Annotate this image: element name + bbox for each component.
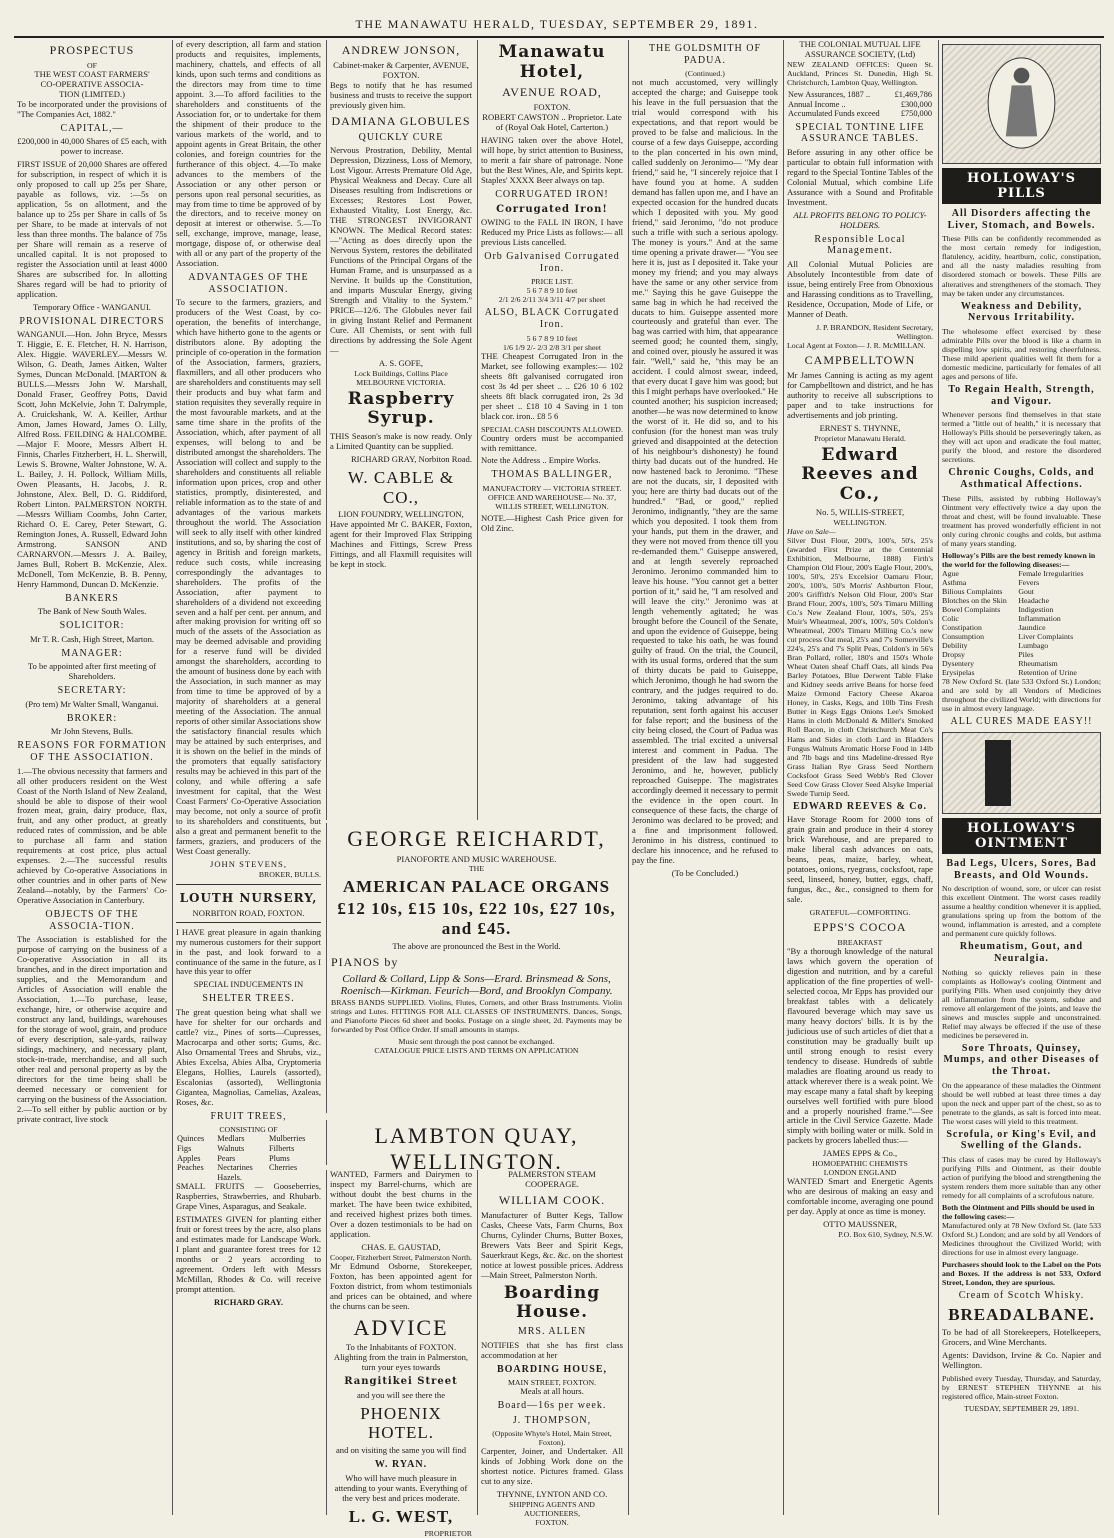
tontine-text: Before assuring in any other office be particular to obtain full information with regard to the Special Tontine Tables of the Colonial Mutual, which combine Life Assurance with a Sound and Profitable Investment. — [787, 147, 933, 207]
objects-continued: of every description, all farm and station products and requisites, implements, machinery, chattels, and effects of all kinds, upon such terms and conditions as the directors may from time to time appoint. 3.—To afford facilities to the shareholders and constituents of the Association for, or to undertake for them the shipment of their produce to the various markets of the world, and to appoint agents in Great Britain, the other colonies, and foreign countries for the furtherance of this object. 4.—To make advances to the members of the Association or any other person or persons upon real personal securities, as may from time to time be approved of by the directors, and to receive money on deposit at interest or otherwise. 5.—To sell, exchange, improve, manage, lease, mortgage, dispose of, or otherwise deal with all or any part of the property of the Association. — [176, 39, 321, 269]
raspberry-text: THIS Season's make is now ready. Only a Limited Quantity can be supplied. — [330, 431, 472, 452]
brandon-signature: J. P. BRANDON, Resident Secretary, Wellington. — [816, 322, 933, 341]
list-item: Indigestion — [1018, 604, 1054, 614]
purchasers-note: Purchasers should look to the Label on the Pots and Boxes. If the address is not 533, Oxford Street, London, they are spurious. — [942, 1260, 1101, 1288]
reeves-town: WELLINGTON. — [833, 517, 887, 527]
hotel-town: FOXTON. — [533, 102, 571, 113]
local-agent: Local Agent at Foxton— J. R. McMILLAN. — [787, 340, 926, 350]
disease-list — [942, 569, 1101, 677]
thynne-firm: THYNNE, LYNTON AND CO. — [496, 1489, 608, 1500]
advice-heading: ADVICE — [353, 1314, 449, 1340]
advantages-heading: ADVANTAGES OF THE ASSOCIATION. — [188, 272, 309, 295]
cream-heading: Cream of Scotch Whisky. — [958, 1290, 1085, 1302]
prospectus-signature: JOHN STEVENS, — [210, 858, 287, 869]
both-label: Both the Ointment and Pills should be used in the following cases:— — [942, 1203, 1095, 1222]
shipping-agents: SHIPPING AGENTS AND AUCTIONEERS, — [509, 1500, 595, 1519]
holloway-text-4: These Pills, assisted by rubbing Holloway's Ointment very effectively twice a day upon the throat and chest, will be found invaluable. These treatment has proved wonderfully efficient in not only curing chronic coughs and colds, but asthma of many years standing. — [942, 493, 1101, 548]
holloway-text-1: These Pills can be confidently recommended as the most certain remedy for indigestion, flatulency, acidity, heartburn, colic, constipation, and all the nasty maladies resulting from disordered stomach or bowels. These Pills are alteratives and strengtheners of the stomach. They may be taken under any circumstances. — [942, 234, 1101, 298]
maussner-name: OTTO MAUSSNER, — [823, 1219, 897, 1230]
allen-name: MRS. ALLEN — [517, 1326, 587, 1338]
gofe-name: A. S. GOFE, — [378, 357, 424, 368]
org-name-2: CO-OPERATIVE ASSOCIA- — [40, 78, 144, 89]
epps-heading: EPPS'S COCOA — [813, 920, 907, 935]
churns-text: WANTED, Farmers and Dairymen to inspect my Barrel-churns, which are without doubt the best churns in the market. The have been twice exhibited, and received highest prizes both times. Over a dozen testimonials to be had on application. — [330, 1169, 472, 1239]
table-row: Apples Pears Plums — [177, 1153, 290, 1163]
shelter-text: The great question being what shall we have for shelter for our orchards and cattle? viz., Pines of sorts—Cupresses, Macrocarpa and other sorts; Gums, &c. Also Ornamental Trees and Shrubs, viz., Abies Excelsa, Abies Alba, Cryptomeria Elegans, Hollies, Laurels (assorted), Escalonias (assorted), Wellingtonia Gigantea, Magnolias, Camelias, Azaleas, Roses, &c. — [176, 1007, 321, 1107]
ointment-engraving — [942, 732, 1101, 814]
organs-heading: AMERICAN PALACE ORGANS — [342, 876, 611, 896]
reeves-storage-heading: EDWARD REEVES & Co. — [792, 800, 927, 812]
thompson-address: (Opposite Whyte's Hotel, Main Street, Foxton). — [492, 1429, 612, 1448]
catalogue-note: CATALOGUE PRICE LISTS AND TERMS ON APPLICATION — [374, 1046, 579, 1056]
campbelltown-text: Mr James Canning is acting as my agent for Campbelltown and district, and he has authority to receive all subscriptions to paper and to take instructions for advertisements and job printing. — [787, 369, 933, 420]
cooperage-heading: PALMERSTON STEAM COOPERAGE. — [508, 1169, 596, 1189]
shipping-town: FOXTON. — [535, 1518, 569, 1528]
table-row: Quinces Medlars Mulberries — [177, 1134, 306, 1144]
solicitor-heading: SOLICITOR: — [59, 620, 125, 632]
prospectus-of: OF — [87, 60, 97, 70]
manager-text: To be appointed after first meeting of Shareholders. — [27, 661, 157, 682]
raspberry-signature: RICHARD GRAY, Norbiton Road. — [350, 454, 472, 464]
list-item: Female Irregularities — [1018, 568, 1084, 578]
list-item: Inflammation — [1018, 613, 1061, 623]
epps-signature-2: HOMOEPATHIC CHEMISTS — [812, 1159, 908, 1169]
reeves-storage-text: Have Storage Room for 2000 tons of grain grain and produce in their 4 storey brick Warehouse, and are prepared to make liberal cash advances on oats, beans, peas, maize, barley, wheat, potatoes, onions, ryegrass, cocksfoot, rape seed, linseed, honey, butter, eggs, chaff, fungus, &c., &c., consigned to them for sale. — [787, 814, 933, 905]
column-4-lower — [477, 1169, 626, 1528]
grateful-label: GRATEFUL—COMFORTING. — [809, 908, 911, 918]
sore-throats-heading: Sore Throats, Quinsey, Mumps, and other Diseases of the Throat. — [943, 1042, 1100, 1077]
thompson-name: J. THOMPSON, — [512, 1414, 592, 1426]
masthead: THE MANAWATU HERALD, TUESDAY, SEPTEMBER 29, 1891. — [355, 17, 759, 31]
org-name-1: THE WEST COAST FARMERS' — [34, 68, 150, 79]
price-list-label: PRICE LIST. — [531, 277, 573, 287]
organs-best: The above are pronounced the Best in the World. — [392, 940, 561, 951]
reichardt-advert — [326, 823, 626, 1113]
story-to-be-concluded: (To be Concluded.) — [671, 867, 739, 878]
rheumatism-heading: Rheumatism, Gout, and Neuralgia. — [959, 941, 1084, 964]
table-row: Accumulated Funds exceed £750,000 — [788, 109, 932, 119]
list-item: Bilious Complaints — [942, 586, 1003, 596]
capital-heading: CAPITAL,— — [60, 122, 124, 134]
list-item: Fevers — [1018, 577, 1040, 587]
reasons-heading: REASONS FOR FORMATION OF THE ASSOCIATION. — [17, 740, 167, 763]
directors-heading: PROVISIONAL DIRECTORS — [19, 315, 165, 327]
list-item: Retention of Urine — [1018, 668, 1077, 678]
ryan-name: W. RYAN. — [374, 1459, 428, 1471]
raspberry-heading: Raspberry Syrup. — [347, 388, 455, 429]
broker-heading: BROKER: — [66, 712, 118, 724]
objects-text: The Association is established for the purpose of carrying on the business of a Co-operative Association in all its branches, and in the direct importation and supplies, and the Memorandum and Articles of Association will enable the Association, 1.—To purchase, lease, exchange, hire, or otherwise acquire and construct any land, buildings, warehouses for the storage of wool, grain, and produce of every description, sale-yards, railway sidings, machinery, and necessary plant, stock-in-trade, merchandise, and all such other real and personal property as by the directors for the time being shall be deemed necessary or convenient for carrying on the business of the Association. 2.—To sell either by public auction or by private contract, live stock — [17, 934, 167, 1124]
reeves-address: No. 5, WILLIS-STREET, — [815, 506, 905, 517]
column-4 — [477, 40, 626, 820]
list-item: Rheumatism — [1018, 659, 1058, 669]
list-item: Ague — [942, 568, 959, 578]
secretary-text: (Pro tem) Mr Walter Small, Wanganui. — [25, 698, 159, 709]
discount-text: SPECIAL CASH DISCOUNTS ALLOWED. — [481, 424, 623, 434]
holloway-text-8: This class of cases may be cured by Holloway's purifying Pills and Ointment, as their double action of purifying the blood and strengthening the system renders them more suitable than any other remedy for all complaints of a scrofulous nature. — [942, 1154, 1101, 1201]
table-row: Figs Walnuts Filberts — [177, 1143, 295, 1153]
holloway-pills-engraving — [942, 44, 1101, 164]
list-item: Bowel Complaints — [942, 604, 1001, 614]
cream-text: To be had of all Storekeepers, Hotelkeepers, Grocers, and Wine Merchants. — [942, 1326, 1101, 1347]
chronic-heading: Chronic Coughs, Colds, and Asthmatical Affections. — [948, 467, 1095, 490]
fruit-trees-sub: CONSISTING OF — [219, 1125, 278, 1135]
maussner-address: P.O. Box 610, Sydney, N.S.W. — [838, 1230, 933, 1240]
music-note: Music sent through the post cannot be exchanged. — [398, 1037, 555, 1047]
assurance-table — [787, 90, 933, 119]
list-item: Jaundice — [1018, 622, 1046, 632]
column-3-lower — [326, 1169, 475, 1538]
iron-text: OWING to the FALL IN IRON, I have Reduced my Price Lists as follows:— all previous Lists cancelled. — [481, 217, 623, 248]
table-row: Hazels. — [217, 1172, 242, 1182]
cable-text: Have appointed Mr C. BAKER, Foxton, agent for their Improved Flax Stripping Machines and Fittings, Screw Press Fittings, and all Flaxmill requisites will be kept in stock. — [330, 519, 472, 570]
cheapest-text: THE Cheapest Corrugated Iron in the Market, see following examples:— 102 sheets 8ft galvanised corrugated iron cost 3s 4d per sheet .. .. £26 10 6 102 sheets 8ft black corrugated iron, 2s 3d per sheet .. £18 10 4 Saving in 1 ton black cor. iron.. £8 5 6 — [481, 350, 623, 421]
osborne-text: Mr Edmund Osborne, Storekeeper, Foxton, has been appointed agent for Foxton district, from whom testimonials and prices can be obtained, and where the churns can be seen. — [330, 1260, 472, 1311]
hygeia-figure-icon — [943, 45, 1100, 163]
special-inducements: SPECIAL INDUCEMENTS IN — [193, 979, 304, 990]
column-1 — [14, 40, 170, 1515]
all-cures-heading: ALL CURES MADE EASY!! — [950, 716, 1093, 728]
manager-heading: MANAGER: — [61, 647, 123, 659]
hotel-road: AVENUE ROAD, — [502, 85, 602, 100]
black-prices-row: 1/6 1/9 2/- 2/3 2/8 3/1 per sheet — [502, 342, 602, 352]
list-item: Gout — [1018, 586, 1034, 596]
louth-nursery-heading: LOUTH NURSERY, — [179, 890, 318, 905]
scrofula-heading: Scrofula, or King's Evil, and Swelling of the Glands. — [946, 1128, 1097, 1152]
damiana-sub: QUICKLY CURE — [358, 131, 444, 143]
allen-text: NOTIFIES that she has first class accommodation at her — [481, 1339, 623, 1360]
gofe-address: Lock Buildings, Collins Place MELBOURNE VICTORIA. — [354, 368, 448, 387]
list-item: Dysentery — [942, 659, 975, 669]
regain-heading: To Regain Health, Strength, and Vigour. — [948, 383, 1095, 407]
colonial-heading: THE COLONIAL MUTUAL LIFE ASSURANCE SOCIETY, (Ltd) — [799, 39, 921, 59]
secretary-heading: SECRETARY: — [57, 685, 127, 697]
column-5 — [628, 40, 781, 1515]
galv-prices-row: 2/1 2/6 2/11 3/4 3/11 4/7 per sheet — [498, 295, 606, 305]
gaustad-address: Cooper, Fitzherbert Street, Palmerston North. — [330, 1252, 472, 1262]
prospectus-title: PROSPECTUS — [49, 43, 135, 57]
advice-sub: To the Inhabitants of FOXTON. — [345, 1342, 457, 1353]
hotel-proprietor: ROBERT CAWSTON .. Proprietor. Late of (Royal Oak Hotel, Carterton.) — [482, 112, 622, 133]
list-item: Consumption — [942, 631, 985, 641]
iron-sub: Corrugated Iron! — [496, 203, 608, 215]
gaustad-name: CHAS. E. GAUSTAD, — [361, 1241, 441, 1252]
list-item: Colic — [942, 613, 959, 623]
jonson-sub: Cabinet-maker & Carpenter, AVENUE, FOXTON. — [333, 59, 469, 80]
holloway-address-2: Manufactured only at 78 New Oxford St. (late 533 Oxford St.) London; and are sold by all Vendors of Medicines throughout the Civilized World; with directions for use in almost every language. — [942, 1221, 1101, 1258]
meals-text: Meals at all hours. — [520, 1386, 584, 1397]
capital-text: £200,000 in 40,000 Shares of £5 each, with power to increase. — [17, 136, 167, 157]
ballinger-address: MANUFACTORY — VICTORIA STREET. OFFICE AND WAREHOUSE— No. 37, WILLIS STREET, WELLINGTON. — [482, 484, 622, 512]
shelter-trees: SHELTER TREES. — [202, 993, 295, 1005]
imprint-date: TUESDAY, SEPTEMBER 29, 1891. — [964, 1403, 1079, 1413]
hotel-text: HAVING taken over the above Hotel, will hope, by strict attention to Business, to merit a fair share of patronage. None but the Best Wines, Ale, and Spirits kept. Staples' XXXX Beer always on tap. — [481, 135, 623, 186]
epps-text: "By a thorough knowledge of the natural laws which govern the operation of digestion and nutrition, and by a careful application of the fine properties of well-selected cocoa, Mr Epps has provided our breakfast tables with a delicately flavoured beverage which may save us many heavy doctors' bills. It is by the judicious use of such articles of diet that a constitution may be gradually built up until strong enough to resist every tendency to disease. Hundreds of subtle maladies are floating around us ready to attack wherever there is a weak point. We may escape many a fatal shaft by keeping ourselves well fortified with pure blood and a properly nourished frame."—See article in the Civil Service Gazette. Made simply with boiling water or milk. Sold in packets by grocers labelled thus:— — [787, 946, 933, 1146]
org-name-3: TION (LIMITED.) — [59, 88, 125, 99]
whisky-agents: Agents: Davidson, Irvine & Co. Napier and Wellington. — [942, 1349, 1101, 1370]
directors-text: WANGANUI.—Hon. John Bryce, Messrs T. Higgie, E. E. Fletcher, H. N. Harrison, Alex. Higgie. WAVERLEY.—Messrs W. Wilson, G. Death, James Aitken, Walter Symes, Duncan McDonald. [MARTON & BULLS.—Messrs John W. Marshall, Donald Fraser, Geoffrey Potts, David Scott, John McKelvie, John T. Dalrymple, A. Cruickshank, W. A. Keiller, Arthur Amon, James Howard, James O. Lilly, Alfred Ross. FEILDING & HALCOMBE.—Major F. Moore, Messrs Albert H. Finnis, Charles Fitzherbert, H. L. Sherwill, Lewis S. Browne, Walter Johnstone, W. A. L. Bailey, J. H. Pollock, William Mills, Owen Pleasants, H. Jacobs, J. R. Johnstone, Alex. Bell, D. G. Riddiford, Robert Linton. PALMERSTON NORTH.—Messrs William Coombs, John Carter, Richard O. E. Carey, Peter Stewart, G. Remington Jones, A. Russell, Edward John Armstrong. SANSON AND CARNARVON.—Messrs J. A. Bailey, James Bull, Robert B. McKenzie, Alex. McDonell, Tom McKenzie, B. B. Penny, Henry Hammond, Duncan D. McKenzie. — [17, 329, 167, 589]
column-7 — [938, 40, 1104, 1515]
profits-heading: ALL PROFITS BELONG TO POLICY-HOLDERS. — [793, 209, 927, 230]
bad-legs-heading: Bad Legs, Ulcers, Sores, Bad Breasts, and Old Wounds. — [946, 858, 1097, 881]
hotel-heading: Manawatu Hotel, — [498, 42, 606, 82]
office-text: Temporary Office - WANGANUI. — [33, 301, 151, 312]
breadalbane-heading: BREADALBANE. — [948, 1304, 1095, 1324]
fruit-table — [176, 1134, 321, 1182]
list-item: Liver Complaints — [1018, 631, 1074, 641]
nursery-signature: RICHARD GRAY. — [213, 1297, 284, 1308]
west-name: L. G. WEST, — [348, 1506, 454, 1526]
thynne-signature: ERNEST S. THYNNE, — [819, 422, 901, 433]
epps-signature-3: LONDON ENGLAND — [823, 1168, 897, 1178]
advice-text-3: and on visiting the same you will find — [335, 1445, 467, 1456]
country-orders: Country orders must be accompanied with remittance. — [481, 432, 623, 453]
cook-text: Manufacturer of Butter Kegs, Tallow Casks, Cheese Vats, Farm Churns, Box Churns, Cylinder Churns, Butter Boxes, Brewers Vats Beer and Spirit Kegs, Sauerkraut Kegs, &c. &c. on the shortest notice at lowest possible prices. Address—Main Street, Palmerston North. — [481, 1209, 623, 1280]
board-price: Board—16s per week. — [497, 1400, 607, 1412]
story-continued: (Continued.) — [685, 69, 725, 79]
lambton-banner — [326, 1120, 626, 1174]
west-title: PROPRIETOR — [424, 1529, 472, 1538]
thynne-title: Proprietor Manawatu Herald. — [814, 433, 906, 443]
bankers-heading: BANKERS — [65, 592, 119, 604]
holloway-text-3: Whenever persons find themselves in that state termed a "little out of health," it is necessary that Holloway's Pills should be perseveringly taken, as they will act upon and eradicate the foul matter, purify the blood, and restore the disordered secretions. — [942, 410, 1101, 465]
objects-heading: OBJECTS OF THE ASSOCIA-TION. — [45, 909, 139, 932]
list-item: Dropsy — [942, 650, 965, 660]
masthead-rule — [14, 36, 1104, 38]
list-item: Piles — [1018, 650, 1034, 660]
tontine-heading: SPECIAL TONTINE LIFE ASSURANCE TABLES. — [795, 121, 925, 145]
imprint-text: Published every Tuesday, Thursday, and Saturday, by ERNEST STEPHEN THYNNE at his registered office, Main-street Foxton. — [942, 1373, 1101, 1401]
boarding-house-name: BOARDING HOUSE, — [496, 1363, 607, 1375]
liver-heading: All Disorders affecting the Liver, Stomach, and Bowels. — [947, 208, 1096, 231]
orb-heading: Orb Galvanised Corrugated Iron. — [484, 251, 620, 274]
piano-makers: Collard & Collard, Lipp & Sons—Erard. Brinsmead & Sons, Roenisch—Kirkman. Feurich—Bord, and Brooklyn Company. — [340, 972, 613, 998]
list-item: Headache — [1018, 595, 1050, 605]
black-lengths-row: 5 6 7 8 9 10 feet — [526, 333, 578, 343]
small-fruits-text: SMALL FRUITS — Gooseberries, Raspberries, Strawberries, and Rhubarb. Grape Vines, Asparagus, and Seakale. — [176, 1181, 321, 1212]
advice-text-4: Who will have much pleasure in attending to your wants. Everything of the very best and prices moderate. — [334, 1472, 468, 1503]
weakness-heading: Weakness and Debility, Nervous Irritability. — [960, 300, 1083, 324]
damiana-text: Nervous Prostration, Debility, Mental Depression, Dizziness, Loss of Memory, Lost Vigour. Arrests Premature Old Age, Physical Weakness and Decay. Cure all Diseases resulting from Indiscretions or Excesses; Restores Lost Power, Exhausted Vitality, Lost Energy, &c. THE STRONGEST INVIGORANT KNOWN. The Medical Record states:—"Acting as does directly upon the Nervous System, restores the debilitated Functions of the Principal Organs of the Human Frame, and is unsurpassed as a Nervine. It builds up the Constitution, and imparts Muscular Energy, giving Strength and Vitality to the System." PRICE—12/6. The Globules never fail in giving Instant Relief and Permanent Cure. All Chemists, or sent with full directions by addressing the Sole Agent— — [330, 145, 472, 355]
zinc-note: NOTE.—Highest Cash Price given for Old Zinc. — [481, 513, 623, 534]
responsible-heading: Responsible Local Management. — [814, 233, 906, 257]
list-item: Asthma — [942, 577, 967, 587]
list-item: Lumbago — [1018, 641, 1049, 650]
brass-text: BRASS BANDS SUPPLIED. Violins, Flutes, Cornets, and other Brass Instruments. Violin strings and Lutes. FITTINGS FOR ALL CLASSES OF INSTRUMENTS. Dances, Songs, and Pianoforte Pieces 6d sheet and books. Postage on a single sheet, 2d. Payments may be forwarded by Post Office Order. If small amounts in stamps. — [331, 998, 622, 1035]
black-iron-heading: ALSO, BLACK Corrugated Iron. — [484, 307, 620, 331]
iron-heading: CORRUGATED IRON! — [495, 189, 609, 201]
thompson-text: Carpenter, Joiner, and Undertaker. All kinds of Jobbing Work done on the shortest notice. Pictures framed. Glass cut to any size. — [481, 1446, 623, 1487]
story-heading: THE GOLDSMITH OF PADUA. — [648, 43, 762, 66]
responsible-text: All Colonial Mutual Policies are Absolutely Incontestible from date of issue, being entirely Free from Obnoxious and Harassing conditions as to Travelling, Residence, Occupation, Mode of Life, or Manner of Death. — [787, 258, 933, 319]
holloway-address-1: 78 New Oxford St. (late 533 Oxford St.) London; and are sold by all Vendors of Medicines throughout the civilized World; with directions for use in almost every language. — [942, 677, 1101, 714]
column-3 — [326, 40, 475, 820]
organs-prices: £12 10s, £15 10s, £22 10s, £27 10s, and £45. — [337, 899, 616, 938]
advice-text-1: Alighting from the train in Palmerston, turn your eyes towards — [333, 1352, 469, 1373]
issue-text: FIRST ISSUE of 20,000 Shares are offered for subscription, in respect of which it is only proposed to call up 25s per Share, payable as follows, viz. :—5s on application, 5s on allotment, and the balance up to 25s per Share in calls of 5s per Share, to be made at intervals of not less than three months. The balance of 75s per Share will remain as a reserve of uncalled capital. It is not proposed to register the Association until at least 4000 Shares are subscribed for. In allotting Shares regard will be had to priority of application. — [17, 159, 167, 299]
reasons-text: 1.—The obvious necessity that farmers and all other producers resident on the West Coast of the North Island of New Zealand, should be able to dispose of their wool frozen meat, grain, dairy produce, flax, fruit, and any other product, at greatly reduced rates of commission, and be able to purchase all farm and station requirements at cost price, plus actual expenses. 2.—The successful results achieved by Co-operative Associations in other countries and in other parts of New Zealand—notably, by the Farmers' Co-Operative Association in Canterbury. — [17, 765, 167, 906]
jonson-text: Begs to notify that he has resumed business and trusts to receive the support previously given him. — [330, 79, 472, 110]
holloway-text-6: Nothing so quickly relieves pain in these complaints as Holloway's cooling Ointment and purifying Pills. When used conjointly they drive all inflammation from the system, subdue and remove all enlargement of the joints, and leave the sinews and muscles supple and unconstrained. Relief may always be effected if the use of these medicines be persevered in. — [942, 967, 1101, 1040]
phoenix-heading: PHOENIX HOTEL. — [360, 1403, 442, 1443]
broker-text: Mr John Stevens, Bulls. — [50, 726, 134, 737]
reeves-stock-list: Silver Dust Flour, 200's, 100's, 50's, 25's (awarded First Prize at the Centennial Exhibition, Melbourne, 1888) Firth's Champion Old Flour, 200's Eagle Flour, 200's, 100's, 50's, 25's Excelsior Oamaru Flour, 200's, 100's, 50's Morris' Ashburton Flour, 200's Griffith's Nelson Old Flour, 200's Star Brand Flour, 200's, 100's, 50's Timaru Milling Co.'s New Zealand Flour, 100's, 50's, 25's Muir's Wheatmeal, 200's, 100's, 50's Coldon's Wheatmeal, 200's Timaru Milling Co.'s new cut process Oat meal, 25's and 7's Somerville's 224's, 25's and 7's Split Peas, Coldon's in 56's Bran Pollard, roller, 180's and 150's Whole Wheat Oaten sheaf Chaff Oats, all kinds Pea Barley Potatoes, Blue Derwent Table Flake and Kidney seeds arrive Beans for horse feed Maize Ormond Factory Cheese Akaroa Honey, in Casks, Kegs, and 10lb Tins Fresh Butter in Kegs Eggs Onions Lee's Smoked Hams in cloth McDonald & Miller's Smoked Roll Bacon, in cloth Christchurch Meat Co's Hams and Sides in cloth Lard in Bladders Fungus Walnuts Aromatic Horse Food in 14lb and 7lb bags and tins Madeline-dressed Rye Grass Italian Rye Grass Seed Northern Cocksfoot Grass Seed Webb's Red Clover Seed Cow Grass Clover Seed Alsyke Imperial Swede Turnip Seed. — [787, 535, 933, 798]
colonial-offices: NEW ZEALAND OFFICES: Queen St. Auckland, Princes St. Dunedin, High St. Christchurch, Lambton Quay, Wellington. — [787, 59, 933, 87]
list-item: Constipation — [942, 622, 982, 632]
fruit-trees-heading: FRUIT TREES, — [210, 1110, 287, 1122]
rangitikei-street: Rangitikei Street — [344, 1376, 458, 1388]
reichardt-sub: PIANOFORTE AND MUSIC WAREHOUSE. — [396, 853, 557, 864]
column-2 — [172, 40, 324, 1515]
louth-nursery-address: NORBITON ROAD, FOXTON. — [192, 907, 305, 918]
epps-signature: JAMES EPPS & Co., — [822, 1148, 898, 1159]
famous-label: Holloway's Pills are the best remedy known in the world for the following diseases:— — [942, 550, 1096, 569]
lambton-heading: LAMBTON QUAY, WELLINGTON. — [374, 1123, 579, 1174]
holloway-ointment-banner: HOLLOWAY'S OINTMENT — [942, 818, 1101, 854]
cable-sub: LION FOUNDRY, WELLINGTON, — [338, 509, 464, 520]
lengths-row: 5 6 7 8 9 10 feet — [526, 286, 578, 296]
jonson-heading: ANDREW JONSON, — [341, 43, 461, 57]
cook-name: WILLIAM COOK. — [498, 1192, 606, 1207]
cable-heading: W. CABLE & CO., — [347, 467, 455, 507]
boarding-heading: Boarding House. — [503, 1282, 601, 1323]
reeves-heading: Edward Reeves and Co., — [801, 444, 919, 505]
story-text: not much accustomed, very willingly accepted the charge; and Guiseppe took his leave in the full persuasion that the trial would correspond with his expectations, and that report would be proved to be false and malicious. In the course of a few days Guiseppe, according to the plan concerted in his own mind, called suddenly on Jeronimo— "My dear friend," said he, "I sincerely rejoice that I have found you at home. A sudden demand has fallen upon me, and I have an expected occasion for the hundred ducats which I deposited with you. My good friend," said Jeronimo, "do not produce such a trifle with such a serious apology. The money is yours." And at the same time opening a private drawer— "You see here it is, just as I deposited it. Take your money my friend; and you may always have the same or any other service from me." Saying this he gave Guiseppe the same bag in which he had received the ducats to him. Guiseppe assented more courteously and grateful than ever. The bag was carried with him, that appearance seemed good; he counted them, singly, and coined over, piously he assured it was fair. "Well," said he, "this may be an accident. I could almost swear, indeed, that every ducat I gave him was good; but this I might perhaps have overlooked." He counted another; his suspicion increased; another—he was now determined to know the worst of it. He did so, and to his confusion (for the honest man was truly grieved and disappointed at the detection of his neighbour's dishonesty) he found thirty bad ducats out of the hundred. He now hastened back to Jeronimo. "These are not the ducats, sir, I deposited with you; here are thirty bad ducats out of the hundred." "Bad, or good," replied Jeronimo, indignantly, "they are the same which you deposited. I took them from your hands, put them in the drawer, and they were not moved from thence till you re-demanded them." Guiseppe answered, and at length severely reproached Jeronimo. Jeronimo commanded him to leave his house. "You cannot get a better portion of it," said he, "I am resolved and will leave the city." Jeronimo was at length vehemently agitated; he was brought before the Council of the Senate, and upon the evidence of Guiseppe, being requested to take his oath, he was found guilty of fraud. On the trial, the Council, with its usual forms, ordered that the sum of thirty ducats be paid to Guiseppe, which Jeronimo, though he had sworn the contrary, and the judges required to do. Jeronimo, taking advantage of his reputation, sent forth against his accuser for false report; and the business of the city being closed, the Court of Padua was assembled. The trial excited a universal interest and comment in Padua. The president of the law had suggested Jeronimo, and he, however, publicly reproached Guiseppe. The magistrates accordingly deemed it necessary to permit the evidence in the open court. In consequence of these facts, the charge of Jeronimo was declared to be proved; and a fine and imprisonment followed. Jeronimo in his distress, continued to declare his innocence, and he refused to pay the fine. — [632, 77, 778, 865]
bankers-text: The Bank of New South Wales. — [37, 606, 147, 617]
prospectus-intro: To be incorporated under the provisions of "The Companies Act, 1882." — [17, 98, 167, 119]
ointment-pot-icon — [985, 740, 1011, 806]
ballinger-name: THOMAS BALLINGER, — [491, 469, 613, 481]
advantages-text: To secure to the farmers, graziers, and producers of the West Coast, by co-operation, the benefits of interchange, which have hitherto gone to the agents or distributors alone. By adopting the principle of co-operation in the formation of the Association, farmers, graziers, flaxmillers, and all other producers who are shareholders and constituents may sell their products and buy what farm and station requisites they severally require in the most favourable markets, and at the same time share in the profits of the Association, which, after payment of all expenses, will belong to and be distributed amongst the shareholders. The Association will collect and supply to the shareholders and constituents all reliable information upon prices, crop and other statistics, promptly, disinterested, and reliable information as to the state of and advantages of the various markets throughout the world. The Association will seek to ally itself with other kindred institutions, and so, by sharing the cost of agency in British and foreign markets, reduce such costs, while increasing correspondingly the advantages to shareholders. The profits of the Association, after payment to shareholders of a dividend not exceeding seven and a half per cent. per annum, and after making provision for writing off so much of the assets of the Association as may be deemed advisable and providing for a reserve fund will be divided amongst the shareholders, according to the amount of business done by each with the Association, in such manner as may from time to time be approved of by a majority of shareholders at a general meeting of the Association. The annual reports of other similar Associations show the satisfactory financial results which may be attained by such enterprises, and it is shown on the belief in the minds of the promoters that equally satisfactory results may be achieved in this part of the colony, and while offering a safe investment for capital, that the West Coast Farmers' Co-Operative Association may become, not only a source of profit to its shareholders and constituents, but also a great and permanent benefit to the farmers, graziers, and producers of the West Coast generally. — [176, 297, 321, 856]
column-6 — [783, 40, 936, 1515]
on-sale-label: Have on Sale— — [787, 526, 836, 536]
reichardt-the: THE — [468, 864, 485, 874]
damiana-heading: DAMIANA GLOBULES — [331, 113, 471, 128]
breakfast-label: BREAKFAST — [837, 937, 883, 947]
holloway-text-5: No description of wound, sore, or ulcer can resist this excellent Ointment. The worst cases readily assume a healthy condition whenever it is applied, granulations spring up from the bottom of the wound, inflammation is arrested, and a complete and permanent cure quickly follows. — [942, 884, 1101, 939]
list-item: Debility — [942, 641, 968, 650]
advice-text-2: and you will see there the — [356, 1389, 446, 1400]
prospectus-signature-title: BROKER, BULLS. — [258, 869, 321, 879]
boarding-house-address: MAIN STREET, FOXTON. — [507, 1378, 597, 1388]
holloway-text-2: The wholesome effect exercised by these admirable Pills over the blood is like a charm in dispelling low spirits, and restoring cheerfulness. These mild aperient qualities well fit them for a domestic medicine, particularly for females of all ages and persons of life. — [942, 326, 1101, 381]
reichardt-heading: GEORGE REICHARDT, — [347, 826, 606, 851]
address-note: Note the Address .. Empire Works. — [481, 455, 601, 466]
louth-nursery-text: I HAVE great pleasure in again thanking my numerous customers for their support in the past, and look forward to a continuance of the same in the future, as I have this year to offer — [176, 926, 321, 977]
holloway-pills-banner: HOLLOWAY'S PILLS — [942, 168, 1101, 204]
solicitor-text: Mr T. R. Cash, High Street, Marton. — [29, 633, 155, 644]
campbelltown-heading: CAMPBELLTOWN — [804, 352, 916, 367]
table-row: Annual Income .. £300,000 — [788, 99, 932, 109]
table-row: Peaches Nectarines Cherries — [177, 1163, 298, 1173]
estimates-text: ESTIMATES GIVEN for planting either fruit or forest trees by the acre, also plans and estimates made for Landscape Work. I plant and guarantee forest trees for 12 months or 2 years according to agreement. Orders left with Messrs McMillan, Rhodes & Co. will receive prompt attention. — [176, 1214, 321, 1295]
list-item: Erysipelas — [942, 668, 975, 678]
pianos-heading: PIANOS by — [331, 954, 399, 969]
table-row: New Assurances, 1887 .. £1,469,786 — [788, 90, 932, 100]
holloway-text-7: On the appearance of these maladies the Ointment should be well rubbed at least three times a day upon the neck and upper part of the chest, so as to penetrate to the glands, as salt is forced into meat. The worst cases will yield to this treatment. — [942, 1080, 1101, 1126]
agents-wanted-text: WANTED Smart and Energetic Agents who are desirous of making an easy and comfortable income, averaging one pound per day. Apply at once as time is money. — [787, 1176, 933, 1217]
list-item: Blotches on the Skin — [942, 595, 1007, 605]
